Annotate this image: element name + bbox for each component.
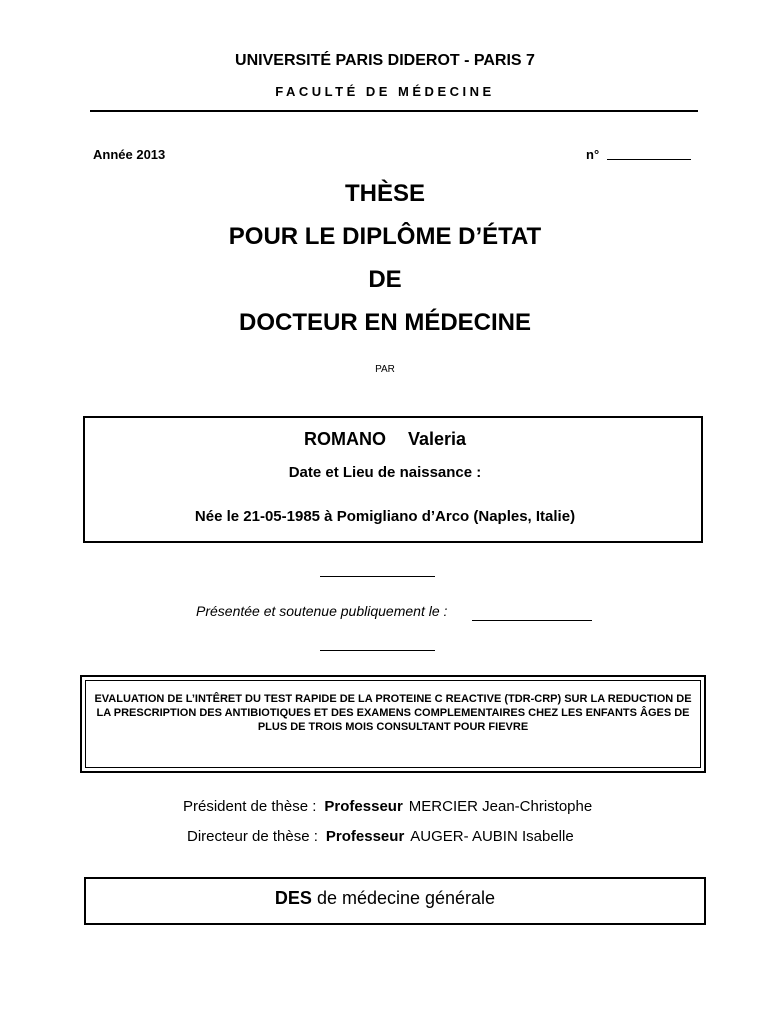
- author-surname: ROMANO: [303, 429, 386, 449]
- par-label: PAR: [375, 364, 395, 375]
- separator-line-bottom: [320, 650, 435, 651]
- thesis-number-label: n°: [586, 147, 600, 162]
- thesis-number-blank: [607, 159, 691, 160]
- defense-date-blank: [472, 620, 592, 621]
- president-row: [183, 798, 592, 815]
- title-line-diplome: POUR LE DIPLÔME D’ÉTAT: [228, 223, 542, 250]
- author-given-name: Valeria: [407, 429, 467, 449]
- director-row: [187, 828, 574, 845]
- header-divider: [90, 110, 698, 112]
- specialty-des: DES: [274, 888, 312, 908]
- birth-info: Née le 21-05-1985 à Pomigliano d’Arco (Naples, Italie): [194, 508, 576, 525]
- title-line-de: DE: [368, 266, 402, 293]
- academic-year: Année 2013: [93, 147, 166, 162]
- faculty-name: FACULTÉ DE MÉDECINE: [275, 84, 495, 99]
- defense-label: Présentée et soutenue publiquement le :: [196, 603, 448, 619]
- specialty: [0, 888, 770, 909]
- separator-line-top: [320, 576, 435, 577]
- president-title: Professeur: [324, 798, 403, 815]
- author-name: [0, 429, 770, 450]
- title-line-docteur: DOCTEUR EN MÉDECINE: [238, 309, 532, 336]
- birth-label: Date et Lieu de naissance :: [288, 464, 482, 481]
- thesis-title: EVALUATION DE L’INTÊRET DU TEST RAPIDE DE LA PROTEINE C REACTIVE (TDR-CRP) SUR LA REDUCTION DE LA PRESCRIPTION DES ANTIBIOTIQUES ET DES EXAMENS COMPLEMENTAIRES CHEZ LES ENFANTS ÂGES DE PLUS DE TROIS MOIS CONSULTANT POUR FIEVRE: [94, 693, 692, 733]
- president-name: MERCIER Jean-Christophe: [408, 798, 593, 815]
- university-name: UNIVERSITÉ PARIS DIDEROT - PARIS 7: [235, 52, 535, 69]
- title-line-these: THÈSE: [344, 180, 425, 207]
- director-label: Directeur de thèse :: [187, 828, 318, 845]
- specialty-label: de médecine générale: [316, 888, 496, 908]
- director-title: Professeur: [325, 828, 405, 845]
- president-label: Président de thèse :: [183, 798, 317, 815]
- director-name: AUGER- AUBIN Isabelle: [410, 828, 574, 845]
